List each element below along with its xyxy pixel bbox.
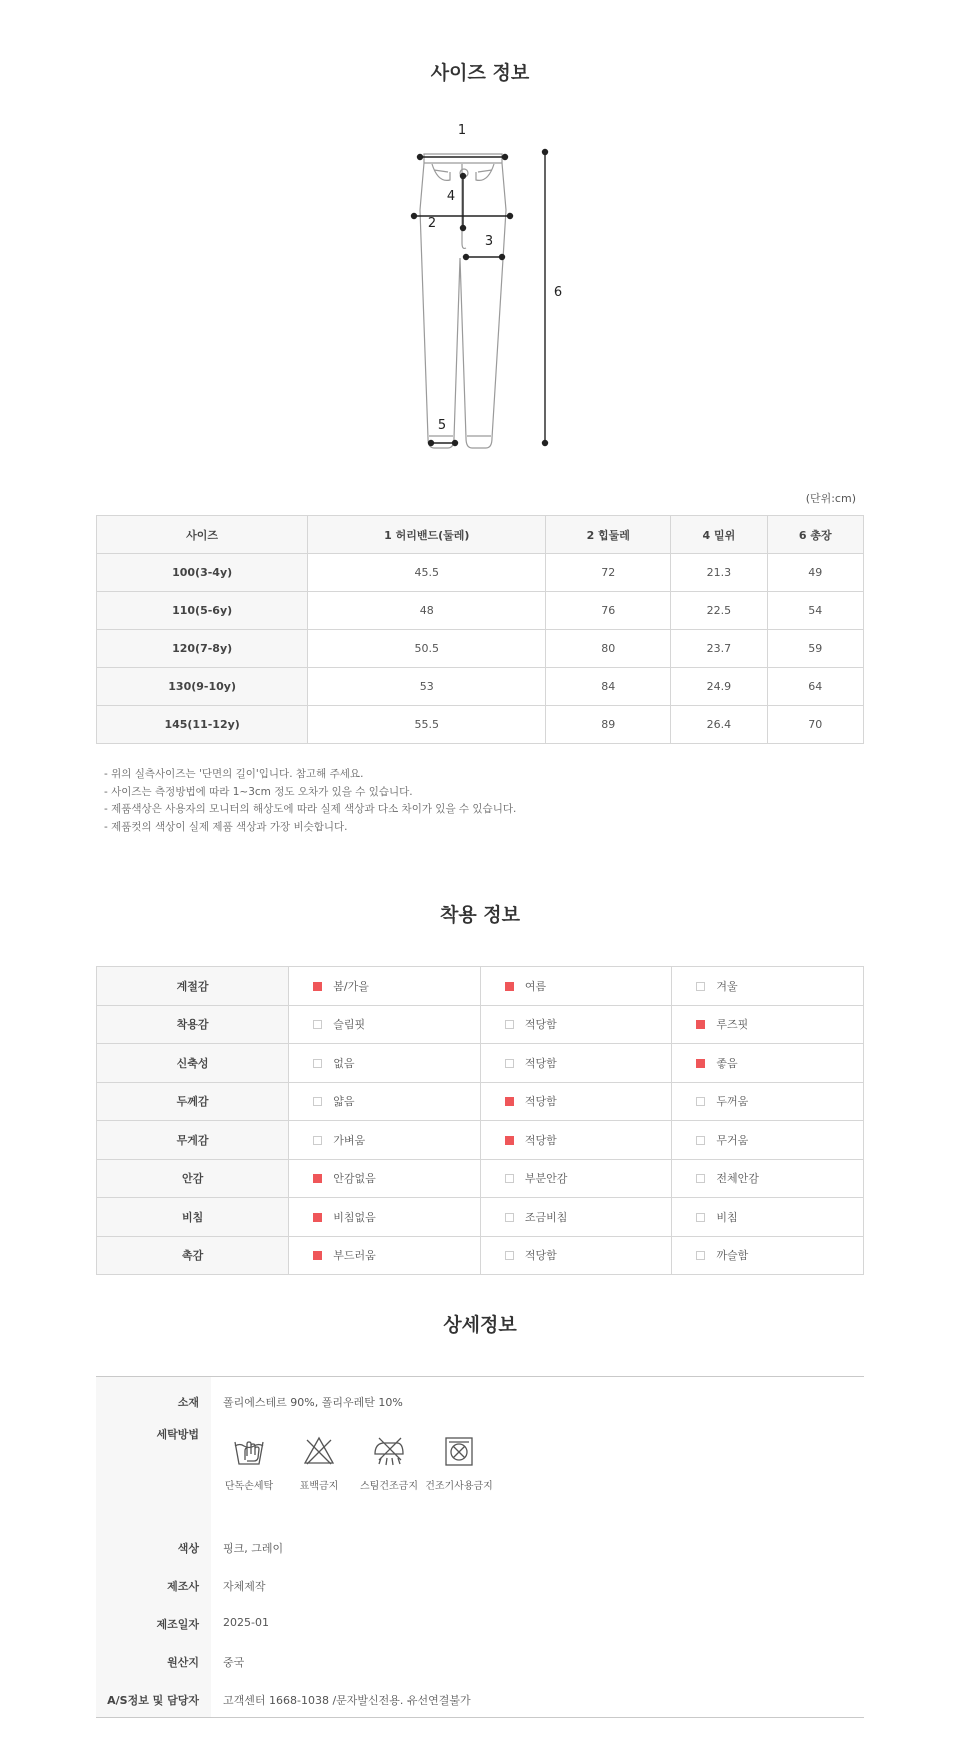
no-tumble-dry-icon bbox=[442, 1434, 476, 1468]
checkbox-icon bbox=[696, 1097, 705, 1106]
fit-option bbox=[289, 1044, 481, 1083]
table-cell: 70 bbox=[767, 706, 863, 744]
fit-option-label: 두꺼움 bbox=[716, 1095, 749, 1109]
fit-option bbox=[480, 967, 672, 1006]
fit-option bbox=[672, 1044, 864, 1083]
table-row bbox=[97, 630, 864, 668]
fit-row-label: 안감 bbox=[97, 1159, 289, 1198]
checkbox-icon bbox=[505, 1020, 514, 1029]
hand-wash-icon bbox=[232, 1434, 266, 1468]
diagram-label-6: 6 bbox=[553, 285, 563, 300]
table-cell: 55.5 bbox=[308, 706, 546, 744]
origin-value: 중국 bbox=[223, 1656, 245, 1669]
checkbox-icon bbox=[313, 1174, 322, 1183]
table-row bbox=[97, 554, 864, 592]
fit-option-label: 부분안감 bbox=[524, 1172, 568, 1186]
table-cell: 53 bbox=[308, 668, 546, 706]
note-line: - 위의 실측사이즈는 '단면의 길이'입니다. 참고해 주세요. bbox=[104, 768, 364, 780]
checkbox-icon bbox=[313, 1213, 322, 1222]
fit-option-label: 없음 bbox=[333, 1056, 355, 1070]
checkbox-icon bbox=[505, 1213, 514, 1222]
wash-item-label: 표백금지 bbox=[299, 1481, 339, 1492]
fit-option-label: 비침 bbox=[716, 1210, 738, 1224]
checkbox-icon bbox=[505, 1174, 514, 1183]
table-cell: 22.5 bbox=[671, 592, 767, 630]
fit-option bbox=[289, 1121, 481, 1160]
fit-row bbox=[97, 1082, 864, 1121]
note-line: - 사이즈는 측정방법에 따라 1~3cm 정도 오차가 있을 수 있습니다. bbox=[104, 785, 413, 798]
diagram-label-3: 3 bbox=[484, 234, 494, 249]
fit-row-label: 계절감 bbox=[97, 967, 289, 1006]
checkbox-icon bbox=[313, 1251, 322, 1260]
color-value: 핑크, 그레이 bbox=[223, 1542, 284, 1555]
checkbox-icon bbox=[313, 982, 322, 991]
table-cell: 24.9 bbox=[671, 668, 767, 706]
fit-option-label: 비침없음 bbox=[333, 1210, 376, 1224]
size-table-header-cell: 2 힙둘레 bbox=[546, 516, 671, 554]
wash-item-no-bleach bbox=[284, 1434, 354, 1492]
maker-value: 자체제작 bbox=[223, 1580, 266, 1593]
size-table-header-cell: 1 허리밴드(둘레) bbox=[308, 516, 546, 554]
size-info-title: 사이즈 정보 bbox=[430, 62, 530, 84]
checkbox-icon bbox=[696, 1020, 705, 1029]
fit-option bbox=[289, 967, 481, 1006]
table-cell: 45.5 bbox=[308, 554, 546, 592]
table-cell: 84 bbox=[546, 668, 671, 706]
size-table bbox=[96, 515, 864, 744]
size-table-header-cell: 사이즈 bbox=[97, 516, 308, 554]
fit-option-label: 여름 bbox=[524, 979, 547, 993]
no-bleach-icon bbox=[302, 1434, 336, 1468]
size-notes bbox=[104, 766, 516, 836]
diagram-label-1: 1 bbox=[457, 123, 467, 138]
table-cell: 23.7 bbox=[671, 630, 767, 668]
checkbox-icon bbox=[313, 1059, 322, 1068]
fit-row bbox=[97, 1121, 864, 1160]
table-cell: 54 bbox=[767, 592, 863, 630]
checkbox-icon bbox=[696, 1136, 705, 1145]
fit-option bbox=[480, 1198, 672, 1237]
fit-option-label: 적당함 bbox=[524, 1018, 557, 1032]
table-row bbox=[97, 592, 864, 630]
size-name-cell: 110(5-6y) bbox=[97, 592, 308, 630]
table-cell: 26.4 bbox=[671, 706, 767, 744]
washing-label: 세탁방법 bbox=[156, 1428, 199, 1441]
fit-option-label: 까슬함 bbox=[716, 1249, 749, 1263]
table-row bbox=[97, 668, 864, 706]
diagram-label-4: 4 bbox=[446, 189, 456, 204]
note-line: - 제품색상은 사용자의 모니터의 해상도에 따라 실제 색상과 다소 차이가 있을 수 있습니다. bbox=[104, 803, 517, 815]
checkbox-icon bbox=[313, 1020, 322, 1029]
note-line: - 제품컷의 색상이 실제 제품 색상과 가장 비슷합니다. bbox=[104, 820, 348, 833]
fit-row bbox=[97, 1159, 864, 1198]
fit-row-label: 두께감 bbox=[97, 1082, 289, 1121]
checkbox-icon bbox=[696, 1213, 705, 1222]
size-table-header-cell: 4 밑위 bbox=[671, 516, 767, 554]
diagram-label-5: 5 bbox=[437, 418, 447, 433]
table-cell: 50.5 bbox=[308, 630, 546, 668]
table-cell: 59 bbox=[767, 630, 863, 668]
fit-option bbox=[672, 1198, 864, 1237]
fit-row bbox=[97, 967, 864, 1006]
table-cell: 80 bbox=[546, 630, 671, 668]
table-cell: 89 bbox=[546, 706, 671, 744]
fit-row-label: 착용감 bbox=[97, 1005, 289, 1044]
fit-option bbox=[480, 1082, 672, 1121]
fit-row-label: 무게감 bbox=[97, 1121, 289, 1160]
diagram-label-2: 2 bbox=[427, 216, 437, 231]
fit-option-label: 부드러움 bbox=[333, 1249, 376, 1263]
color-label: 색상 bbox=[177, 1542, 199, 1555]
wash-item-label: 건조기사용금지 bbox=[425, 1481, 493, 1492]
checkbox-icon bbox=[505, 982, 514, 991]
fit-option bbox=[480, 1044, 672, 1083]
checkbox-icon bbox=[505, 1059, 514, 1068]
checkbox-icon bbox=[505, 1136, 514, 1145]
checkbox-icon bbox=[505, 1251, 514, 1260]
wash-item-label: 단독손세탁 bbox=[224, 1481, 274, 1492]
table-cell: 21.3 bbox=[671, 554, 767, 592]
table-cell: 49 bbox=[767, 554, 863, 592]
fit-option bbox=[289, 1159, 481, 1198]
fit-option-label: 적당함 bbox=[524, 1249, 557, 1263]
as-info-value: 고객센터 1668-1038 /문자발신전용. 유선연결불가 bbox=[223, 1694, 471, 1707]
fit-option bbox=[480, 1236, 672, 1275]
no-steam-dry-icon bbox=[371, 1434, 407, 1468]
table-cell: 64 bbox=[767, 668, 863, 706]
as-info-label: A/S정보 및 담당자 bbox=[107, 1694, 199, 1707]
checkbox-icon bbox=[505, 1097, 514, 1106]
table-row bbox=[97, 706, 864, 744]
fit-option bbox=[672, 1005, 864, 1044]
fit-option-label: 얇음 bbox=[333, 1095, 355, 1109]
fit-row bbox=[97, 1005, 864, 1044]
size-name-cell: 130(9-10y) bbox=[97, 668, 308, 706]
fit-option bbox=[289, 1082, 481, 1121]
fit-option-label: 봄/가을 bbox=[333, 979, 369, 993]
fit-option-label: 무거움 bbox=[716, 1133, 749, 1147]
fit-option bbox=[672, 1236, 864, 1275]
fit-row-label: 신축성 bbox=[97, 1044, 289, 1083]
checkbox-icon bbox=[313, 1136, 322, 1145]
fit-option bbox=[480, 1121, 672, 1160]
fit-row bbox=[97, 1198, 864, 1237]
fit-option bbox=[480, 1005, 672, 1044]
checkbox-icon bbox=[696, 1059, 705, 1068]
fit-option bbox=[289, 1198, 481, 1237]
fit-option bbox=[672, 1121, 864, 1160]
fit-option-label: 루즈핏 bbox=[716, 1018, 749, 1032]
wash-item-hand-wash bbox=[214, 1434, 284, 1492]
fit-option bbox=[289, 1236, 481, 1275]
wash-item-no-tumble-dry bbox=[424, 1434, 494, 1492]
fit-option bbox=[672, 967, 864, 1006]
fit-table bbox=[96, 966, 864, 1275]
fit-row-label: 비침 bbox=[97, 1198, 289, 1237]
fit-option bbox=[480, 1159, 672, 1198]
wash-item-no-steam-dry bbox=[354, 1434, 424, 1492]
checkbox-icon bbox=[696, 1251, 705, 1260]
material-value: 폴리에스테르 90%, 폴리우레탄 10% bbox=[223, 1396, 403, 1409]
unit-note: (단위:cm) bbox=[805, 492, 856, 505]
fit-option-label: 적당함 bbox=[524, 1095, 557, 1109]
checkbox-icon bbox=[313, 1097, 322, 1106]
size-name-cell: 145(11-12y) bbox=[97, 706, 308, 744]
origin-label: 원산지 bbox=[167, 1656, 199, 1669]
fit-row bbox=[97, 1044, 864, 1083]
manufacture-date-value: 2025-01 bbox=[223, 1616, 269, 1629]
checkbox-icon bbox=[696, 982, 705, 991]
fit-option bbox=[672, 1159, 864, 1198]
table-cell: 76 bbox=[546, 592, 671, 630]
fit-row-label: 촉감 bbox=[97, 1236, 289, 1275]
detail-info-title: 상세정보 bbox=[443, 1314, 517, 1336]
maker-label: 제조사 bbox=[167, 1580, 199, 1593]
fit-option-label: 안감없음 bbox=[333, 1172, 376, 1186]
fit-option bbox=[672, 1082, 864, 1121]
fit-info-title: 착용 정보 bbox=[439, 904, 521, 926]
size-table-header bbox=[97, 516, 864, 554]
pants-measurement-diagram bbox=[410, 118, 580, 463]
fit-option bbox=[289, 1005, 481, 1044]
fit-row bbox=[97, 1236, 864, 1275]
fit-option-label: 조금비침 bbox=[524, 1210, 568, 1224]
fit-option-label: 적당함 bbox=[524, 1056, 557, 1070]
size-table-header-cell: 6 총장 bbox=[767, 516, 863, 554]
manufacture-date-label: 제조일자 bbox=[156, 1618, 199, 1631]
checkbox-icon bbox=[696, 1174, 705, 1183]
fit-option-label: 적당함 bbox=[524, 1133, 557, 1147]
wash-item-label: 스팀건조금지 bbox=[360, 1481, 418, 1492]
fit-option-label: 슬림핏 bbox=[333, 1018, 366, 1032]
fit-option-label: 전체안감 bbox=[716, 1172, 759, 1186]
fit-option-label: 가벼움 bbox=[333, 1133, 366, 1147]
fit-option-label: 겨울 bbox=[716, 979, 738, 993]
detail-info-block bbox=[96, 1376, 864, 1718]
material-label: 소재 bbox=[177, 1396, 199, 1409]
fit-option-label: 좋음 bbox=[716, 1056, 738, 1070]
table-cell: 48 bbox=[308, 592, 546, 630]
size-name-cell: 120(7-8y) bbox=[97, 630, 308, 668]
table-cell: 72 bbox=[546, 554, 671, 592]
size-name-cell: 100(3-4y) bbox=[97, 554, 308, 592]
